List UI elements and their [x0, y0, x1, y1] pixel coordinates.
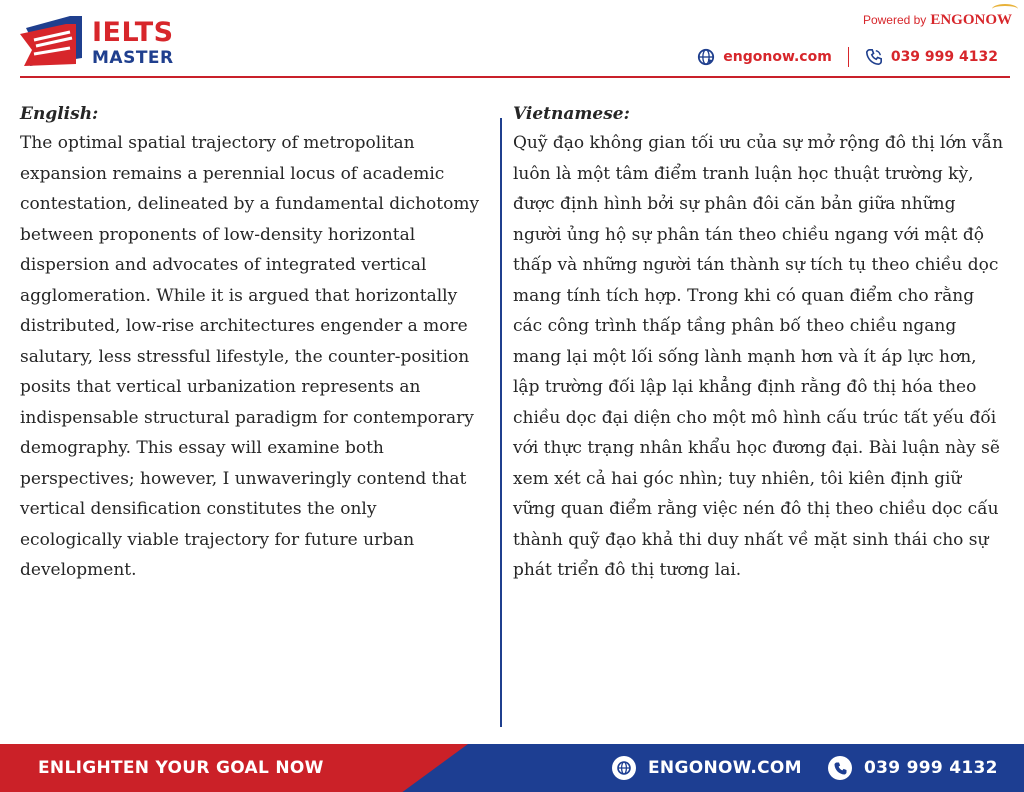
- footer-phone-text: 039 999 4132: [864, 758, 998, 778]
- footer-phone-link[interactable]: [828, 744, 998, 792]
- globe-icon: [612, 756, 636, 780]
- ielts-master-logo[interactable]: [20, 14, 190, 70]
- phone-icon: [828, 756, 852, 780]
- logo-master-text: MASTER: [92, 48, 174, 68]
- header-phone-text: 039 999 4132: [890, 49, 998, 65]
- header-divider: [20, 76, 1010, 78]
- vietnamese-column: [513, 102, 1008, 586]
- header-website-text: engonow.com: [723, 49, 832, 65]
- english-heading: English:: [20, 104, 99, 124]
- footer-tagline: ENLIGHTEN YOUR GOAL NOW: [38, 758, 324, 778]
- brand-arc-icon: [992, 4, 1018, 14]
- logo-ielts-text: IELTS: [92, 17, 174, 48]
- powered-by-label: Powered by: [862, 13, 927, 27]
- engonow-brand-text: ENGONOW: [930, 12, 1012, 28]
- header-phone-link[interactable]: [865, 48, 998, 66]
- header-contact: [697, 46, 998, 68]
- page-header: [0, 0, 1024, 78]
- globe-icon: [697, 48, 715, 66]
- logo-mark-icon: [20, 14, 90, 68]
- header-contact-divider: [848, 47, 849, 67]
- engonow-brand[interactable]: [930, 12, 1012, 29]
- page-footer: [0, 744, 1024, 792]
- english-column: [20, 102, 482, 586]
- vietnamese-heading: Vietnamese:: [513, 104, 630, 124]
- header-website-link[interactable]: [697, 48, 832, 66]
- powered-by: [863, 12, 1012, 29]
- english-paragraph: The optimal spatial trajectory of metropolitan expansion remains a perennial locus of academic contestation, delineated by a fundamental dichotomy between proponents of low-density horizontal dispersion and advocates of integrated vertical agglomeration. While it is argued that horizontally distributed, low-rise architectures engender a more salutary, less stressful lifestyle, the counter-position posits that vertical urbanization represents an indispensable structural paradigm for contemporary demography. This essay will examine both perspectives; however, I unwaveringly contend that vertical densification constitutes the only ecologically viable trajectory for future urban development.: [20, 133, 480, 580]
- vietnamese-paragraph: Quỹ đạo không gian tối ưu của sự mở rộng đô thị lớn vẫn luôn là một tâm điểm tranh luận học thuật trường kỳ, được định hình bởi sự phân đôi căn bản giữa những người ủng hộ sự phân tán theo chiều ngang với mật độ thấp và những người tán thành sự tích tụ theo chiều dọc mang tính tích hợp. Trong khi có quan điểm cho rằng các công trình thấp tầng phân bố theo chiều ngang mang lại một lối sống lành mạnh hơn và ít áp lực hơn, lập trường đối lập lại khẳng định rằng đô thị hóa theo chiều dọc đại diện cho một mô hình cấu trúc tất yếu đối với thực trạng nhân khẩu học đương đại. Bài luận này sẽ xem xét cả hai góc nhìn; tuy nhiên, tôi kiên định giữ vững quan điểm rằng việc nén đô thị theo chiều dọc cấu thành quỹ đạo khả thi duy nhất về mặt sinh thái cho sự phát triển đô thị tương lai.: [513, 133, 1004, 580]
- footer-website-text: ENGONOW.COM: [648, 758, 802, 778]
- footer-website-link[interactable]: [612, 744, 802, 792]
- column-divider: [500, 118, 502, 727]
- phone-icon: [865, 48, 883, 66]
